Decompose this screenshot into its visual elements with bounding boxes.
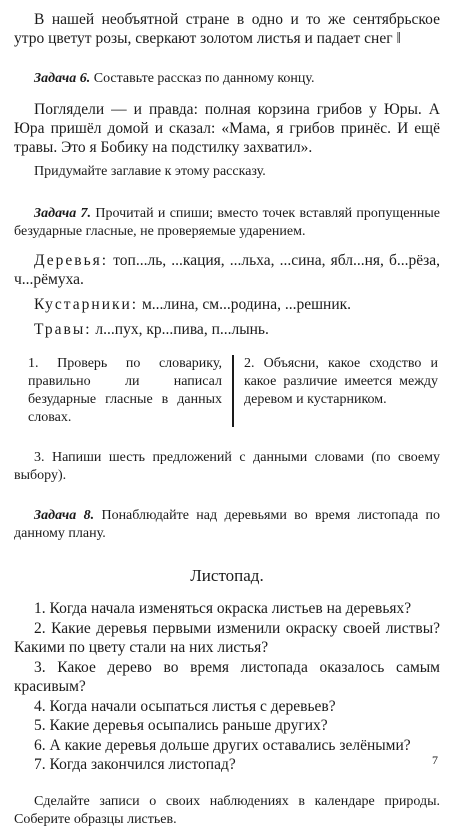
trees-words: топ...ль, ...кация, ...льха, ...сина, ябл...ня, б...рёза, ч...рёмуха.: [14, 252, 441, 288]
task6-heading: [14, 70, 440, 88]
trees-group: [14, 251, 440, 289]
intro-text: В нашей необъятной стране в одно и то же сентябрьское утро цветут розы, сверкают золотом листья и падает снег: [14, 11, 440, 47]
question-item: 1. Когда начала изменяться окраска листьев на деревьях?: [34, 600, 412, 617]
task6-label: Задача 6.: [34, 71, 91, 86]
question-item: 7. Когда закончился листопад?: [34, 756, 236, 773]
herbs-group: [14, 320, 440, 339]
task7-item-3: 3. Напиши шесть предложений с данными словами (по своему выбору).: [14, 450, 440, 483]
textbook-page: [14, 10, 440, 829]
task7-instruction: Прочитай и спиши; вместо точек вставляй пропущенные безударные гласные, не проверяемые ударением.: [14, 206, 441, 239]
task7-label: Задача 7.: [34, 206, 92, 221]
task7-columns: [28, 355, 438, 427]
question-item: 5. Какие деревья осыпались раньше других?: [34, 717, 328, 734]
task8-closing: Сделайте записи о своих наблюдениях в календаре природы. Соберите образцы листьев.: [14, 793, 440, 827]
herbs-label: Травы:: [34, 321, 92, 338]
question-item: 3. Какое дерево во время листопада оказалось самым красивым?: [14, 658, 440, 695]
task6-instruction: Составьте рассказ по данному концу.: [93, 71, 315, 86]
question-item: 6. А какие деревья дольше других оставались зелёными?: [34, 736, 411, 754]
end-mark: ‖: [396, 30, 401, 47]
herbs-words: л...пух, кр...пива, п...лынь.: [95, 321, 269, 338]
shrubs-group: [14, 295, 440, 314]
task7-item-2: 2. Объясни, какое сходство и какое различие имеется между деревом и кустарником.: [244, 356, 438, 407]
intro-paragraph: [14, 10, 440, 50]
trees-label: Деревья:: [34, 252, 109, 269]
task7-item-1: 1. Проверь по словарику, правильно ли написал безударные гласные в данных словах.: [28, 356, 222, 425]
listopad-title: Листопад.: [190, 566, 264, 585]
task8-heading: [14, 507, 440, 543]
task7-heading: [14, 205, 440, 241]
shrubs-label: Кустарники:: [34, 296, 139, 313]
question-list: [14, 599, 440, 775]
task6-story: Поглядели — и правда: полная корзина грибов у Юры. А Юра пришёл домой и сказал: «Мама, я грибов принёс. И ещё травы. Это я Бобику на подстилку захватил».: [14, 101, 440, 156]
task8-label: Задача 8.: [34, 508, 95, 523]
task8-instruction: Понаблюдайте над деревьями во время листопада по данному плану.: [14, 508, 441, 541]
shrubs-words: м...лина, см...родина, ...решник.: [142, 296, 352, 313]
question-item: 4. Когда начали осыпаться листья с деревьев?: [34, 697, 336, 715]
task6-followup: Придумайте заглавие к этому рассказу.: [34, 164, 266, 179]
page-number: 7: [432, 753, 438, 767]
question-item: 2. Какие деревья первыми изменили окраску своей листвы? Какими по цвету стали на них листья?: [14, 619, 440, 656]
